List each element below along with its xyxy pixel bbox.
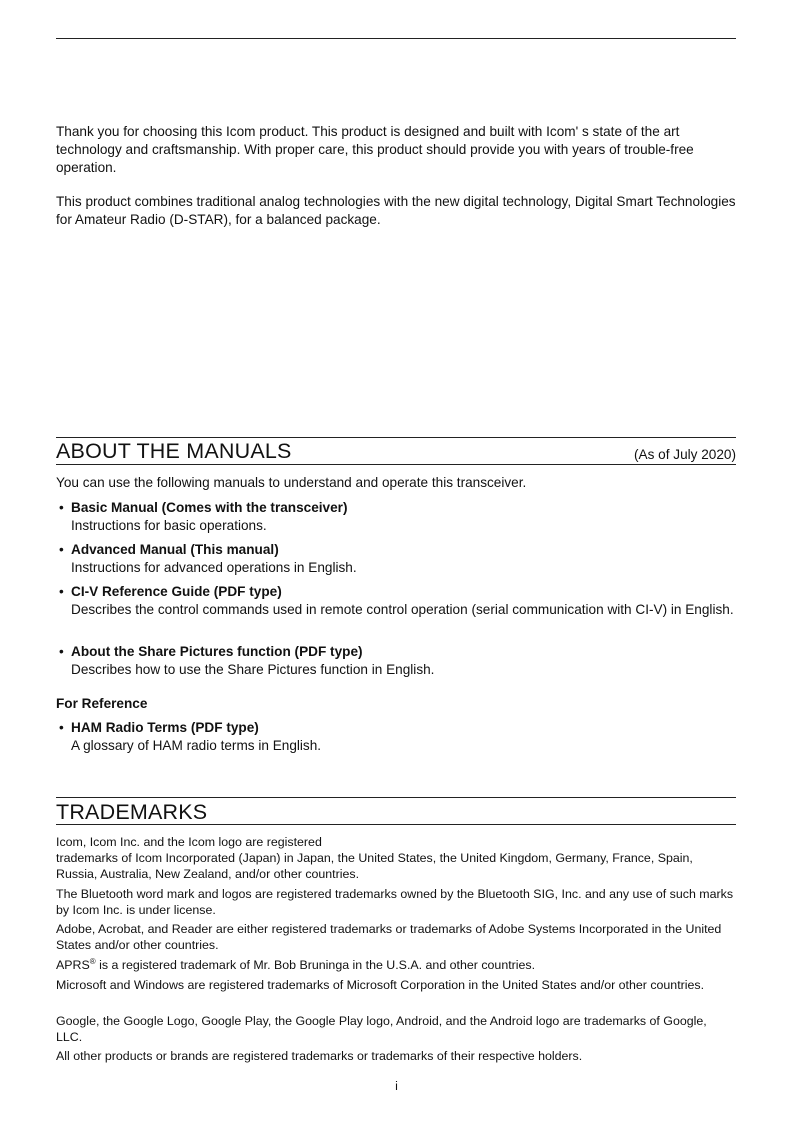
page-number: i [395,1079,398,1093]
manual-title: CI-V Reference Guide (PDF type) [71,584,282,599]
bullet: • [59,542,64,557]
reference-title: HAM Radio Terms (PDF type) [71,720,259,735]
trademarks-heading: TRADEMARKS [56,800,208,824]
trademarks-bottom-rule [56,824,736,825]
manual-title: Basic Manual (Comes with the transceiver) [71,500,348,515]
top-rule [56,38,736,39]
reference-description: A glossary of HAM radio terms in English. [71,738,322,753]
intro-paragraph-1: Thank you for choosing this Icom product. This product is designed and built with Icom' s state of the art technology and craftsmanship. With proper care, this product should provide you with years of trouble-free operation. [56,124,694,175]
bullet: • [59,644,64,659]
trademark-microsoft: Microsoft and Windows are registered trademarks of Microsoft Corporation in the United States and/or other countries. [56,978,705,992]
manual-description: Describes how to use the Share Pictures function in English. [71,662,435,677]
trademark-adobe: Adobe, Acrobat, and Reader are either registered trademarks or trademarks of Adobe Systems Incorporated in the United States and/or other countries. [56,922,722,952]
manuals-bottom-rule [56,464,736,465]
trademark-bluetooth: The Bluetooth word mark and logos are registered trademarks owned by the Bluetooth SIG, Inc. and any use of such marks by Icom Inc. is under license. [56,887,734,917]
bullet: • [59,584,64,599]
trademarks-top-rule [56,797,736,798]
trademark-others: All other products or brands are registered trademarks or trademarks of their respective holders. [56,1049,583,1063]
reference-heading: For Reference [56,696,148,711]
manuals-lead-text: You can use the following manuals to understand and operate this transceiver. [56,475,527,490]
bullet: • [59,720,64,735]
trademark-icom-line-1: Icom, Icom Inc. and the Icom logo are registered [56,835,322,849]
manual-item-advanced [56,541,736,577]
manual-description: Describes the control commands used in remote control operation (serial communication with CI-V) in English. [71,602,734,617]
trademark-aprs [56,957,736,973]
manual-item-civ [56,583,736,619]
registered-mark: ® [89,956,96,966]
manuals-as-of-date: (As of July 2020) [634,447,736,462]
manuals-top-rule [56,437,736,438]
aprs-text: is a registered trademark of Mr. Bob Bruninga in the U.S.A. and other countries. [95,958,536,972]
manual-title: About the Share Pictures function (PDF type) [71,644,363,659]
aprs-name: APRS [56,958,90,972]
reference-item-ham-terms [56,719,736,755]
intro-paragraph-2: This product combines traditional analog technologies with the new digital technology, Digital Smart Technologies for Amateur Radio (D-STAR), for a balanced package. [56,194,736,227]
trademark-icom-line-2: trademarks of Icom Incorporated (Japan) in Japan, the United States, the United Kingdom, Germany, France, Spain, Russia, Australia, New Zealand, and/or other countries. [56,851,693,881]
bullet: • [59,500,64,515]
manual-title: Advanced Manual (This manual) [71,542,279,557]
manual-item-basic [56,499,736,535]
manual-description: Instructions for basic operations. [71,518,267,533]
manual-item-share-pictures [56,643,736,679]
trademark-google: Google, the Google Logo, Google Play, the Google Play logo, Android, and the Android logo are trademarks of Google, LLC. [56,1014,707,1044]
manuals-heading: ABOUT THE MANUALS [56,439,292,463]
manual-description: Instructions for advanced operations in English. [71,560,357,575]
